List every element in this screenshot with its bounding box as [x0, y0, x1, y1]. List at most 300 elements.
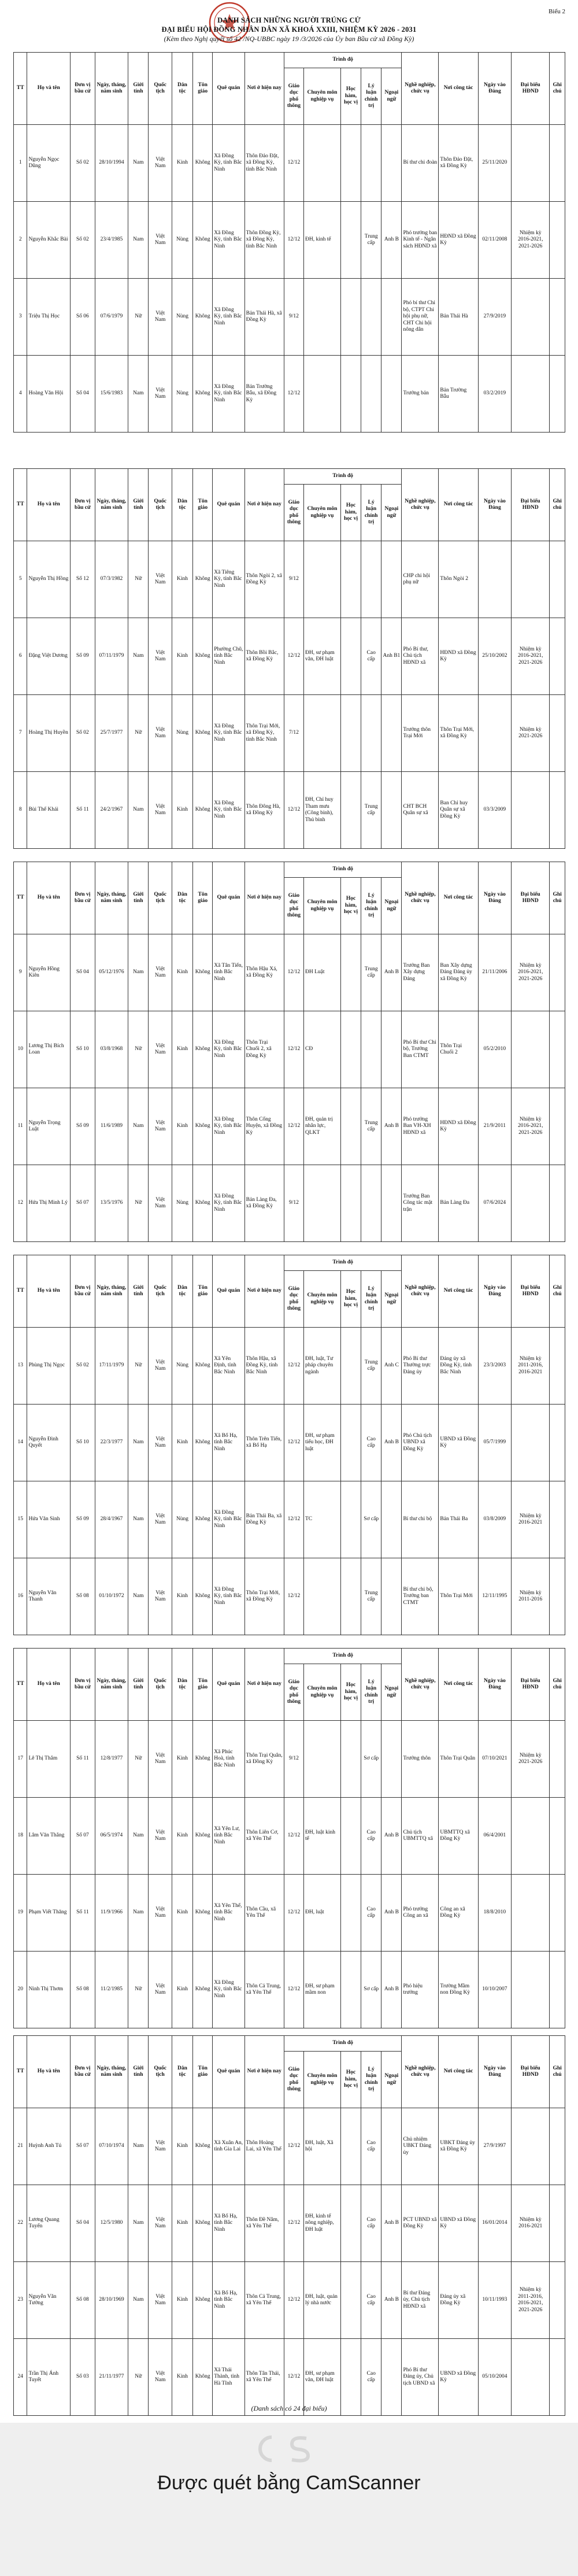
cell-t: Không: [193, 618, 213, 695]
cell-db: [512, 279, 550, 356]
col-header-specialty: Chuyên môn nghiệp vụ: [303, 1664, 340, 1721]
table-row: [14, 202, 565, 279]
cell-hv: [340, 356, 361, 433]
cell-dv: Số 04: [71, 934, 95, 1011]
cell-g: Nữ: [128, 1328, 149, 1405]
cell-tt: 6: [14, 618, 27, 695]
col-header-dob: Ngày, tháng, năm sinh: [95, 1255, 128, 1328]
col-header-political: Lý luận chính trị: [361, 1664, 381, 1721]
cell-gc: [550, 1328, 565, 1405]
cell-hv: [340, 2185, 361, 2262]
col-header-gender: Giới tính: [128, 1649, 149, 1721]
cell-name: Lương Thị Bích Loan: [27, 1011, 71, 1088]
cell-dv: Số 12: [71, 541, 95, 618]
cell-d: Kinh: [172, 1088, 192, 1165]
cell-ll: Sơ cấp: [361, 1481, 381, 1558]
cell-tt: 16: [14, 1558, 27, 1635]
cell-nghe: CHP chi hội phụ nữ: [402, 541, 439, 618]
cell-t: Không: [193, 1798, 213, 1875]
cell-d: Kinh: [172, 1952, 192, 2028]
cell-name: Lâm Văn Thắng: [27, 1798, 71, 1875]
cell-hv: [340, 279, 361, 356]
cell-g: Nữ: [128, 279, 149, 356]
cell-nd: 25/11/2020: [478, 125, 512, 202]
cell-noi: Thôn Trại Mới, xã Đồng Kỳ, tỉnh Bắc Ninh: [244, 695, 284, 772]
cell-d: Kinh: [172, 772, 192, 849]
cell-noi: Thôn Trại Quân, xã Đồng Kỳ: [244, 1721, 284, 1798]
cell-db: [512, 1798, 550, 1875]
cell-dob: 01/10/1972: [95, 1558, 128, 1635]
cell-gc: [550, 934, 565, 1011]
col-header-unit: Đơn vị bầu cử: [71, 53, 95, 125]
cell-name: Nguyễn Thị Hồng: [27, 541, 71, 618]
col-header-tt: TT: [14, 1649, 27, 1721]
col-header-language: Ngoại ngữ: [381, 1271, 402, 1328]
table-row: [14, 1405, 565, 1481]
cell-tt: 4: [14, 356, 27, 433]
cell-cm: CĐ: [303, 1011, 340, 1088]
table-row: [14, 1011, 565, 1088]
cell-dv: Số 06: [71, 279, 95, 356]
col-header-political: Lý luận chính trị: [361, 878, 381, 934]
cell-tt: 21: [14, 2108, 27, 2185]
cell-t: Không: [193, 1875, 213, 1952]
cell-dv: Số 11: [71, 1875, 95, 1952]
cell-que: Xã Đồng Kỳ, tỉnh Bắc Ninh: [213, 1165, 244, 1242]
col-header-degree: Học hàm, học vị: [340, 878, 361, 934]
cell-nd: 23/3/2003: [478, 1328, 512, 1405]
col-header-hometown: Quê quán: [213, 469, 244, 541]
cell-nghe: Chủ tịch UBMTTQ xã: [402, 1798, 439, 1875]
cell-ll: Sơ cấp: [361, 1952, 381, 2028]
cell-ct: Thôn Trại Quân: [439, 1721, 478, 1798]
cell-dob: 23/4/1985: [95, 202, 128, 279]
cell-hv: [340, 1481, 361, 1558]
cell-ll: Cao cấp: [361, 2339, 381, 2416]
col-header-education: Trình độ: [284, 862, 402, 878]
col-header-party-date: Ngày vào Đảng: [478, 1255, 512, 1328]
col-header-tt: TT: [14, 862, 27, 934]
col-header-education: Trình độ: [284, 2036, 402, 2052]
cell-q: Việt Nam: [149, 1481, 172, 1558]
cell-nghe: Phó Bí thư Thường trực Đảng ủy: [402, 1328, 439, 1405]
cell-ll: [361, 125, 381, 202]
col-header-unit: Đơn vị bầu cử: [71, 469, 95, 541]
cell-gc: [550, 1011, 565, 1088]
cell-nghe: Phó Bí thư Đảng ủy, Chủ tịch UBND xã: [402, 2339, 439, 2416]
col-header-religion: Tôn giáo: [193, 469, 213, 541]
col-header-general-edu: Giáo dục phổ thông: [284, 878, 303, 934]
cell-g: Nam: [128, 1405, 149, 1481]
cell-db: [512, 1875, 550, 1952]
cell-nghe: Phó trưởng ban Kinh tế - Ngân sách HĐND xã: [402, 202, 439, 279]
col-header-party-date: Ngày vào Đảng: [478, 469, 512, 541]
table-row: [14, 1558, 565, 1635]
col-header-gender: Giới tính: [128, 469, 149, 541]
cell-dob: 11/9/1966: [95, 1875, 128, 1952]
cell-cm: [303, 1721, 340, 1798]
cell-dv: Số 09: [71, 1088, 95, 1165]
cell-gd: 12/12: [284, 1798, 303, 1875]
cell-db: Nhiệm kỳ 2016-2021, 2021-2026: [512, 618, 550, 695]
table-row: [14, 934, 565, 1011]
cell-dv: Số 07: [71, 2108, 95, 2185]
cell-d: Nùng: [172, 695, 192, 772]
col-header-political: Lý luận chính trị: [361, 2052, 381, 2108]
cell-gc: [550, 1952, 565, 2028]
cell-nn: [381, 356, 402, 433]
cell-que: Xã Đồng Kỳ, tỉnh Bắc Ninh: [213, 1011, 244, 1088]
col-header-nationality: Quốc tịch: [149, 53, 172, 125]
cell-q: Việt Nam: [149, 618, 172, 695]
cell-noi: Thôn Cả Trung, xã Yên Thế: [244, 2262, 284, 2339]
cell-nghe: Phó Chủ tịch UBND xã Đồng Kỳ: [402, 1405, 439, 1481]
cell-nd: 16/01/2014: [478, 2185, 512, 2262]
cell-dv: Số 08: [71, 1952, 95, 2028]
document-header: [0, 0, 578, 52]
col-header-residence: Nơi ở hiện nay: [244, 1255, 284, 1328]
col-header-name: Họ và tên: [27, 2036, 71, 2108]
cell-dv: Số 09: [71, 1481, 95, 1558]
cell-que: Phường Chũ, tỉnh Bắc Ninh: [213, 618, 244, 695]
cell-hv: [340, 1011, 361, 1088]
cell-nd: 10/11/1993: [478, 2262, 512, 2339]
cell-ct: Thôn Trại Mới, xã Đồng Kỳ: [439, 695, 478, 772]
cell-g: Nam: [128, 2108, 149, 2185]
cell-dv: Số 07: [71, 1798, 95, 1875]
cell-g: Nam: [128, 202, 149, 279]
cell-cm: [303, 1165, 340, 1242]
col-header-council: Đại biểu HĐND: [512, 2036, 550, 2108]
cell-gd: 9/12: [284, 541, 303, 618]
cell-nghe: PCT UBND xã Đồng Kỳ: [402, 2185, 439, 2262]
cell-name: Nguyễn Ngọc Dũng: [27, 125, 71, 202]
col-header-education: Trình độ: [284, 1649, 402, 1664]
cell-nd: 05/7/1999: [478, 1405, 512, 1481]
cell-gc: [550, 1721, 565, 1798]
cell-nd: 18/8/2010: [478, 1875, 512, 1952]
col-header-residence: Nơi ở hiện nay: [244, 1649, 284, 1721]
cell-dv: Số 02: [71, 695, 95, 772]
cell-name: Nguyễn Văn Tưởng: [27, 2262, 71, 2339]
cell-ct: Trường Mầm non Đồng Kỳ: [439, 1952, 478, 2028]
col-header-note: Ghi chú: [550, 469, 565, 541]
cell-nn: [381, 772, 402, 849]
cell-dv: Số 04: [71, 356, 95, 433]
cell-ll: Trung cấp: [361, 202, 381, 279]
cell-noi: Thôn Đồng Kỳ, xã Đồng Kỳ, tỉnh Bắc Ninh: [244, 202, 284, 279]
cell-name: Huỳnh Anh Tú: [27, 2108, 71, 2185]
cell-que: Xã Đồng Kỳ, tỉnh Bắc Ninh: [213, 125, 244, 202]
cell-nn: Anh B: [381, 934, 402, 1011]
cell-hv: [340, 1558, 361, 1635]
cell-gc: [550, 1481, 565, 1558]
cell-dob: 24/2/1967: [95, 772, 128, 849]
cell-cm: [303, 125, 340, 202]
col-header-party-date: Ngày vào Đảng: [478, 53, 512, 125]
cell-que: Xã Đồng Kỳ, tỉnh Bắc Ninh: [213, 695, 244, 772]
cell-q: Việt Nam: [149, 2108, 172, 2185]
col-header-position: Nghề nghiệp, chức vụ: [402, 469, 439, 541]
cell-cm: TC: [303, 1481, 340, 1558]
cell-nghe: Phó bí thư Chi bộ, CTPT Chi hội phụ nữ, CHT Chi hội nông dân: [402, 279, 439, 356]
cell-que: Xã Yên Định, tỉnh Bắc Ninh: [213, 1328, 244, 1405]
cell-ll: Cao cấp: [361, 2185, 381, 2262]
cell-tt: 2: [14, 202, 27, 279]
cell-nd: 07/6/2024: [478, 1165, 512, 1242]
cell-hv: [340, 1875, 361, 1952]
cell-db: [512, 356, 550, 433]
col-header-education: Trình độ: [284, 469, 402, 485]
cell-dv: Số 02: [71, 125, 95, 202]
cell-tt: 15: [14, 1481, 27, 1558]
col-header-note: Ghi chú: [550, 1649, 565, 1721]
cell-name: Triệu Thị Học: [27, 279, 71, 356]
cell-que: Xã Tân Tiến, tỉnh Bắc Ninh: [213, 934, 244, 1011]
cell-noi: Thôn Hậu Xá, xã Đồng Kỳ: [244, 934, 284, 1011]
cell-ll: [361, 695, 381, 772]
cell-cm: [303, 1558, 340, 1635]
col-header-unit: Đơn vị bầu cử: [71, 1649, 95, 1721]
cell-ll: Cao cấp: [361, 2108, 381, 2185]
cell-ct: HĐND xã Đồng Kỳ: [439, 1088, 478, 1165]
table-block: [13, 468, 565, 849]
cell-que: Xã Đồng Kỳ, tỉnh Bắc Ninh: [213, 1481, 244, 1558]
cell-hv: [340, 1088, 361, 1165]
col-header-language: Ngoại ngữ: [381, 485, 402, 541]
col-header-language: Ngoại ngữ: [381, 2052, 402, 2108]
col-header-education: Trình độ: [284, 1255, 402, 1271]
cell-hv: [340, 934, 361, 1011]
cell-tt: 3: [14, 279, 27, 356]
cell-tt: 19: [14, 1875, 27, 1952]
cell-nghe: Trưởng Ban Xây dựng Đảng: [402, 934, 439, 1011]
col-header-council: Đại biểu HĐND: [512, 53, 550, 125]
cell-db: [512, 541, 550, 618]
cell-ll: [361, 356, 381, 433]
cell-gc: [550, 1088, 565, 1165]
cell-dv: Số 11: [71, 1721, 95, 1798]
doc-title-2: ĐẠI BIỂU HỘI ĐỒNG NHÂN DÂN XÃ KHOÁ XXIII, NHIỆM KỲ 2026 - 2031: [161, 25, 417, 34]
cell-t: Không: [193, 125, 213, 202]
col-header-workplace: Nơi công tác: [439, 1255, 478, 1328]
col-header-ethnicity: Dân tộc: [172, 1255, 192, 1328]
cell-noi: Thôn Liên Cơ, xã Yên Thế: [244, 1798, 284, 1875]
col-header-political: Lý luận chính trị: [361, 485, 381, 541]
cell-ll: Trung cấp: [361, 1328, 381, 1405]
col-header-council: Đại biểu HĐND: [512, 1255, 550, 1328]
table-block: [13, 862, 565, 1242]
col-header-specialty: Chuyên môn nghiệp vụ: [303, 68, 340, 125]
cell-cm: ĐH, luật, Tư pháp chuyên ngành: [303, 1328, 340, 1405]
col-header-specialty: Chuyên môn nghiệp vụ: [303, 1271, 340, 1328]
cell-t: Không: [193, 2108, 213, 2185]
cell-nd: 27/9/2019: [478, 279, 512, 356]
cell-noi: Thôn Cả Trung, xã Yên Thế: [244, 1952, 284, 2028]
cell-que: Xã Bố Hạ, tỉnh Bắc Ninh: [213, 1405, 244, 1481]
table-block: [13, 1648, 565, 2028]
cell-ct: HĐND xã Đồng Kỳ: [439, 202, 478, 279]
cell-gd: 12/12: [284, 2185, 303, 2262]
cell-db: Nhiệm kỳ 2011-2016: [512, 1558, 550, 1635]
cell-gc: [550, 1875, 565, 1952]
table-block: [13, 2035, 565, 2416]
candidate-table: [13, 1255, 565, 1635]
col-header-degree: Học hàm, học vị: [340, 1664, 361, 1721]
cell-nd: 03/3/2009: [478, 772, 512, 849]
cell-gc: [550, 202, 565, 279]
table-row: [14, 1165, 565, 1242]
cell-tt: 13: [14, 1328, 27, 1405]
cell-nn: Anh B: [381, 1875, 402, 1952]
cell-noi: Thôn Đề Nâm, xã Yên Thế: [244, 2185, 284, 2262]
cell-dob: 11/2/1985: [95, 1952, 128, 2028]
col-header-council: Đại biểu HĐND: [512, 862, 550, 934]
cell-cm: [303, 541, 340, 618]
col-header-nationality: Quốc tịch: [149, 1649, 172, 1721]
cell-nd: 05/2/2010: [478, 1011, 512, 1088]
cell-nghe: Bí thư Đảng ủy, Chủ tịch HĐND xã: [402, 2262, 439, 2339]
cell-t: Không: [193, 695, 213, 772]
cell-dob: 06/5/1974: [95, 1798, 128, 1875]
cell-dob: 13/5/1976: [95, 1165, 128, 1242]
cell-noi: Bản Trường Bẫu, xã Đồng Kỳ: [244, 356, 284, 433]
cell-t: Không: [193, 1405, 213, 1481]
cell-nghe: Phó Bí thư Chi bộ, Trưởng Ban CTMT: [402, 1011, 439, 1088]
cell-cm: ĐH, luật: [303, 1875, 340, 1952]
cell-q: Việt Nam: [149, 934, 172, 1011]
col-header-specialty: Chuyên môn nghiệp vụ: [303, 2052, 340, 2108]
cell-noi: Bản Làng Đa, xã Đồng Kỳ: [244, 1165, 284, 1242]
cell-hv: [340, 541, 361, 618]
table-row: [14, 541, 565, 618]
cell-db: [512, 1011, 550, 1088]
table-row: [14, 125, 565, 202]
table-row: [14, 279, 565, 356]
cell-tt: 5: [14, 541, 27, 618]
cell-que: Xã Bố Hạ, tỉnh Bắc Ninh: [213, 2185, 244, 2262]
col-header-religion: Tôn giáo: [193, 1255, 213, 1328]
cell-q: Việt Nam: [149, 2262, 172, 2339]
cell-t: Không: [193, 1165, 213, 1242]
cell-dob: 15/6/1983: [95, 356, 128, 433]
cell-gd: 9/12: [284, 279, 303, 356]
col-header-hometown: Quê quán: [213, 53, 244, 125]
cell-nghe: Trưởng Ban Công tác mặt trận: [402, 1165, 439, 1242]
cell-ct: Đảng ủy xã Đồng Kỳ, tỉnh Bắc Ninh: [439, 1328, 478, 1405]
table-row: [14, 618, 565, 695]
col-header-ethnicity: Dân tộc: [172, 1649, 192, 1721]
cell-que: Xã Phúc Hoà, tỉnh Bắc Ninh: [213, 1721, 244, 1798]
col-header-name: Họ và tên: [27, 469, 71, 541]
cell-q: Việt Nam: [149, 1328, 172, 1405]
cell-gc: [550, 541, 565, 618]
cell-nd: [478, 541, 512, 618]
cell-nd: 21/9/2011: [478, 1088, 512, 1165]
cell-nghe: Trưởng thôn Trại Mới: [402, 695, 439, 772]
table-row: [14, 1798, 565, 1875]
cell-gd: 12/12: [284, 202, 303, 279]
cell-tt: 20: [14, 1952, 27, 2028]
cell-nn: Anh B: [381, 202, 402, 279]
col-header-workplace: Nơi công tác: [439, 53, 478, 125]
cell-name: Phạm Viết Thăng: [27, 1875, 71, 1952]
cell-gd: 12/12: [284, 618, 303, 695]
cell-ct: Đảng ủy xã Đồng Kỳ: [439, 2262, 478, 2339]
cell-t: Không: [193, 1011, 213, 1088]
cell-q: Việt Nam: [149, 1952, 172, 2028]
cell-gc: [550, 618, 565, 695]
cell-gd: 12/12: [284, 2262, 303, 2339]
cell-t: Không: [193, 541, 213, 618]
cell-gc: [550, 2108, 565, 2185]
col-header-dob: Ngày, tháng, năm sinh: [95, 1649, 128, 1721]
table-block: [13, 1255, 565, 1635]
candidate-table: [13, 2035, 565, 2416]
cell-gd: 12/12: [284, 2108, 303, 2185]
doc-title: DANH SÁCH NHỮNG NGƯỜI TRÚNG CỬ: [217, 16, 361, 24]
col-header-education: Trình độ: [284, 53, 402, 68]
col-header-note: Ghi chú: [550, 1255, 565, 1328]
cell-gd: 9/12: [284, 1165, 303, 1242]
cell-dv: Số 10: [71, 1011, 95, 1088]
cell-dv: Số 11: [71, 772, 95, 849]
camscanner-cs-icon: [0, 2431, 578, 2466]
cell-tt: 11: [14, 1088, 27, 1165]
cell-tt: 17: [14, 1721, 27, 1798]
cell-g: Nữ: [128, 695, 149, 772]
col-header-tt: TT: [14, 53, 27, 125]
cell-tt: 8: [14, 772, 27, 849]
cell-cm: [303, 695, 340, 772]
cell-t: Không: [193, 1952, 213, 2028]
cell-g: Nam: [128, 2185, 149, 2262]
cell-ct: UBND xã Đồng Kỳ: [439, 2185, 478, 2262]
cell-tt: 7: [14, 695, 27, 772]
cell-ll: Cao cấp: [361, 2262, 381, 2339]
cell-gc: [550, 1798, 565, 1875]
cell-t: Không: [193, 356, 213, 433]
cell-gd: 12/12: [284, 1088, 303, 1165]
cell-d: Kinh: [172, 1798, 192, 1875]
col-header-ethnicity: Dân tộc: [172, 53, 192, 125]
cell-nn: Anh B: [381, 1798, 402, 1875]
col-header-general-edu: Giáo dục phổ thông: [284, 2052, 303, 2108]
cell-g: Nữ: [128, 541, 149, 618]
col-header-political: Lý luận chính trị: [361, 68, 381, 125]
cell-que: Xã Đồng Kỳ, tỉnh Bắc Ninh: [213, 1088, 244, 1165]
cell-nd: 02/11/2008: [478, 202, 512, 279]
cell-gd: 7/12: [284, 695, 303, 772]
col-header-position: Nghề nghiệp, chức vụ: [402, 2036, 439, 2108]
col-header-hometown: Quê quán: [213, 2036, 244, 2108]
doc-subtitle: (Kèm theo Nghị quyết số 42 /NQ-UBBC ngày 19 /3/2026 của Ủy ban Bầu cử xã Đồng Kỳ): [164, 35, 414, 43]
cell-noi: Thôn Trên Tiến, xã Bố Hạ: [244, 1405, 284, 1481]
col-header-party-date: Ngày vào Đảng: [478, 2036, 512, 2108]
col-header-religion: Tôn giáo: [193, 2036, 213, 2108]
col-header-ethnicity: Dân tộc: [172, 469, 192, 541]
cell-name: Lương Quang Tuyến: [27, 2185, 71, 2262]
col-header-nationality: Quốc tịch: [149, 862, 172, 934]
cell-name: Đặng Việt Dương: [27, 618, 71, 695]
cell-d: Nùng: [172, 202, 192, 279]
cell-g: Nữ: [128, 1165, 149, 1242]
col-header-position: Nghề nghiệp, chức vụ: [402, 862, 439, 934]
cell-hv: [340, 695, 361, 772]
cell-d: Nùng: [172, 279, 192, 356]
cell-nn: [381, 1165, 402, 1242]
cell-gc: [550, 125, 565, 202]
